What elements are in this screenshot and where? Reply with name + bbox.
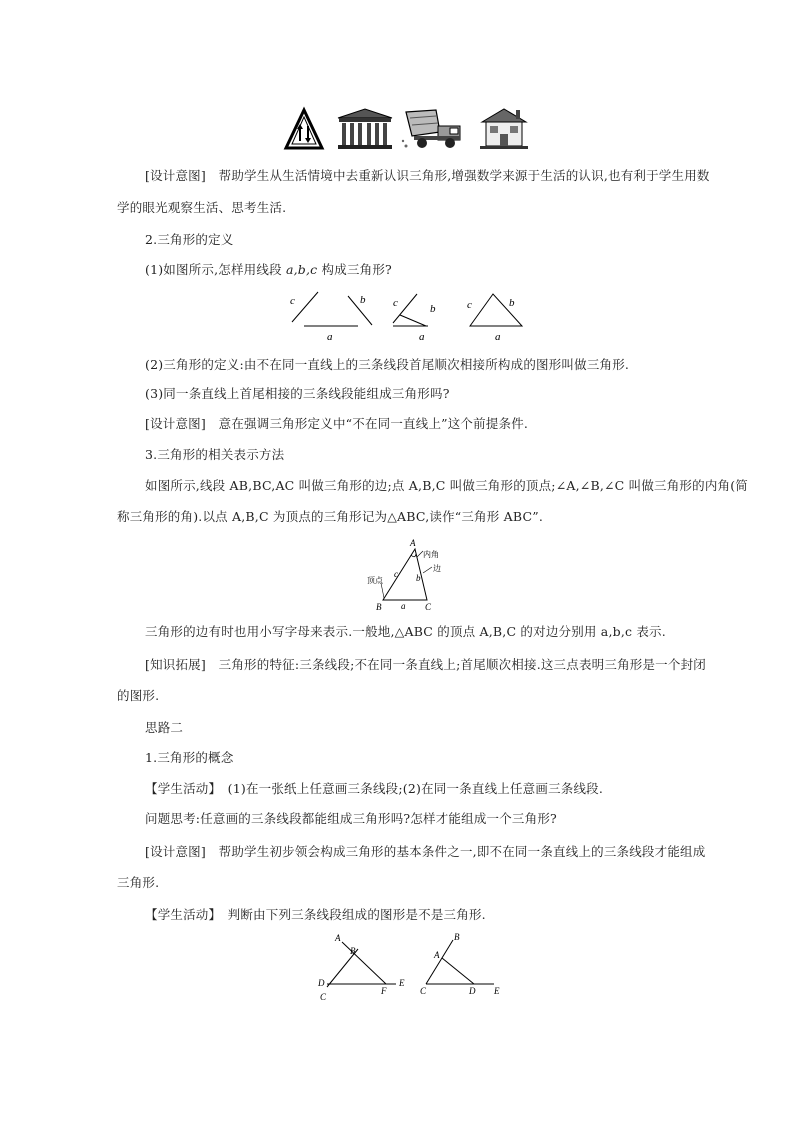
fig1-label-b: b — [360, 294, 366, 306]
house-icon — [480, 106, 528, 150]
fig3-right-B: B — [454, 932, 460, 942]
fig2-side-c: c — [394, 569, 398, 579]
figure-segment-judgement — [312, 930, 512, 1005]
problem-question: 问题思考:任意画的三条线段都能组成三角形吗?怎样才能组成一个三角形? — [145, 811, 557, 826]
fig3-left-B: B — [350, 946, 356, 956]
idea-two-heading: 思路二 — [145, 720, 184, 735]
fig3-right-A: A — [434, 950, 440, 960]
fig3-left-A: A — [335, 933, 341, 943]
fig1-part2 — [393, 294, 436, 343]
knowledge-extension-line1: [知识拓展] 三角形的特征:三条线段;不在同一条直线上;首尾顺次相接.这三点表明三角形是一个封闭 — [145, 657, 706, 672]
question-1-prefix: (1)如图所示,怎样用线段 — [145, 262, 286, 277]
fig3-seg-label-b: b — [509, 297, 515, 309]
fig3-right-D: D — [469, 986, 476, 996]
fig2-seg-label-b: b — [430, 303, 436, 315]
design-intent-2: [设计意图] 意在强调三角形定义中“不在同一直线上”这个前提条件. — [145, 416, 529, 431]
student-activity-1: 【学生活动】 (1)在一张纸上任意画三条线段;(2)在同一条直线上任意画三条线段. — [145, 781, 604, 796]
fig3-seg-label-c: c — [467, 299, 472, 311]
warning-sign-icon — [284, 108, 324, 150]
design-intent-3-line1: [设计意图] 帮助学生初步领会构成三角形的基本条件之一,即不在同一条直线上的三条线段才能组成 — [145, 844, 706, 859]
fig3-left-E: E — [399, 978, 405, 988]
fig3-left-F: F — [381, 986, 387, 996]
fig2-label-side: 边 — [433, 564, 441, 573]
figure-labeled-triangle — [365, 537, 455, 613]
design-intent-3-line2: 三角形. — [117, 875, 160, 890]
fig2-seg-label-a: a — [419, 331, 425, 343]
fig1-part1 — [290, 292, 372, 343]
fig2-side-a: a — [401, 601, 406, 611]
fig2-vertex-A: A — [410, 538, 416, 548]
question-3: (3)同一条直线上首尾相接的三条线段能组成三角形吗? — [145, 386, 450, 401]
student-activity-2: 【学生活动】 判断由下列三条线段组成的图形是不是三角形. — [145, 907, 486, 922]
representation-line1: 如图所示,线段 AB,BC,AC 叫做三角形的边;点 A,B,C 叫做三角形的顶点;∠A,∠B,∠C 叫做三角形的内角(简 — [145, 478, 748, 493]
fig2-label-vertex: 顶点 — [367, 576, 383, 585]
section-heading-definition: 2.三角形的定义 — [145, 232, 234, 247]
pillared-building-icon — [336, 108, 394, 150]
fig2-vertex-B: B — [376, 602, 382, 612]
fig1-part3 — [467, 294, 522, 343]
fig3-right-C: C — [420, 986, 427, 996]
section-heading-representation: 3.三角形的相关表示方法 — [145, 447, 285, 462]
side-notation-note: 三角形的边有时也用小写字母来表示.一般地,△ABC 的顶点 A,B,C 的对边分别用 a,b,c 表示. — [145, 624, 666, 639]
representation-line2: 称三角形的角).以点 A,B,C 为顶点的三角形记为△ABC,读作“三角形 ABC”. — [117, 509, 544, 524]
design-intent-1-line1: [设计意图] 帮助学生从生活情境中去重新认识三角形,增强数学来源于生活的认识,也有利于学生用数 — [145, 168, 710, 183]
fig2-side-b: b — [416, 573, 421, 583]
fig3-right — [420, 932, 500, 996]
fig3-left — [317, 933, 405, 1002]
fig1-label-a: a — [327, 331, 333, 343]
fig3-left-D: D — [318, 978, 325, 988]
question-2-definition: (2)三角形的定义:由不在同一直线上的三条线段首尾顺次相接所构成的图形叫做三角形. — [145, 357, 630, 372]
fig3-left-C: C — [320, 992, 327, 1002]
figure-three-segments — [280, 288, 530, 343]
knowledge-extension-line2: 的图形. — [117, 688, 160, 703]
fig3-right-E: E — [494, 986, 500, 996]
question-1-vars: a,b,c — [285, 262, 318, 277]
fig2-vertex-C: C — [425, 602, 432, 612]
fig2-label-inner-angle: 内角 — [423, 550, 439, 559]
question-1 — [145, 261, 682, 279]
section-heading-concept: 1.三角形的概念 — [145, 750, 234, 765]
fig3-seg-label-a: a — [495, 331, 501, 343]
fig2-seg-label-c: c — [393, 297, 398, 309]
dump-truck-icon — [400, 108, 470, 150]
question-1-suffix: 构成三角形? — [317, 262, 392, 277]
design-intent-1-line2: 学的眼光观察生活、思考生活. — [117, 200, 287, 215]
fig1-label-c: c — [290, 295, 295, 307]
